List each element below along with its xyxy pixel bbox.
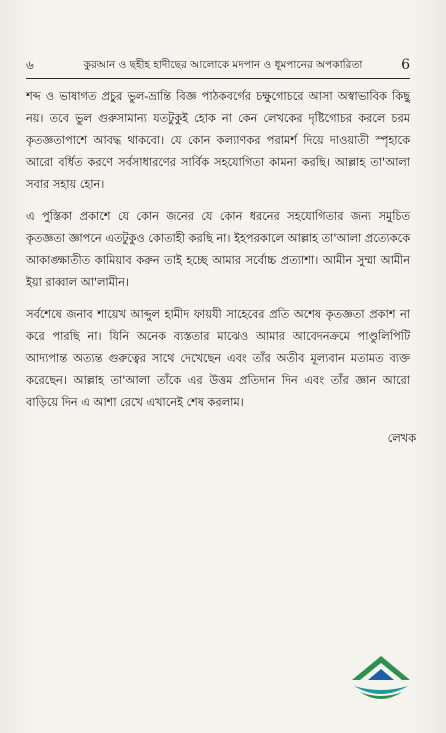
paragraph-2: এ পুস্তিকা প্রকাশে যে কোন জনের যে কোন ধরনের সহযোগিতার জন্য সমুচিত কৃতজ্ঞতা জ্ঞাপনে এতটুকুও কোতাহী করছি না। ইহপরকালে আল্লাহ তা'আলা প্রত্যেককে আকাঙ্ক্ষাতীত কামিয়াব করুন তাই হচ্ছে আমার সর্বোচ্চ প্রত্যাশা। আমীন সুম্মা আমীন ইয়া রাব্বাল আ'লামীন। xyxy=(26,210,410,289)
publisher-mountain-logo-icon xyxy=(346,650,416,706)
header-rule xyxy=(26,78,410,79)
page-header xyxy=(26,54,410,76)
page-number-bengali: ৬ xyxy=(26,58,34,72)
paragraph-1: শব্দ ও ভাষাগত প্রচুর ভুল-ভ্রান্তি বিজ্ঞ পাঠকবর্গের চক্ষুগোচরে আসা অস্বাভাবিক কিছু নয়। তবে ভুল গুরুসামান্য যতটুকুই হোক না কেন লেখকের দৃষ্টিগোচর করলে চরম কৃতজ্ঞতাপাশে আবদ্ধ থাকবো। যে কোন কল্যাণকর পরামর্শ দিয়ে দাওয়াতী স্পৃহাকে আরো বর্ধিত করণে সর্বসাধারণের সার্বিক সহযোগিতা কামনা করছি। আল্লাহ তা'আলা সবার সহায় হোন। xyxy=(26,90,410,191)
page-number-arabic: 6 xyxy=(401,57,410,73)
body-text xyxy=(26,86,410,424)
running-title: কুরআন ও ছহীহ হাদীছের আলোকে মদপান ও ধূমপানের অপকারিতা xyxy=(83,59,363,71)
paragraph-3: সর্বশেষে জনাব শায়েখ আব্দুল হামীদ ফায়যী সাহেবের প্রতি অশেষ কৃতজ্ঞতা প্রকাশ না করে পারছি না। যিনি অনেক ব্যস্ততার মাঝেও আমার আবেদনক্রমে পাণ্ডুলিপিটি আদ্যপান্ত অত্যন্ত গুরুত্বের সাথে দেখেছেন এবং তাঁর অতীব মূল্যবান মতামত ব্যক্ত করেছেন। আল্লাহ তা'আলা তাঁকে এর উত্তম প্রতিদান দিন এবং তাঁর জ্ঞান আরো বাড়িয়ে দিন এ আশা রেখে এখানেই শেষ করলাম। xyxy=(26,308,410,409)
author-signature: লেখক xyxy=(387,432,416,445)
